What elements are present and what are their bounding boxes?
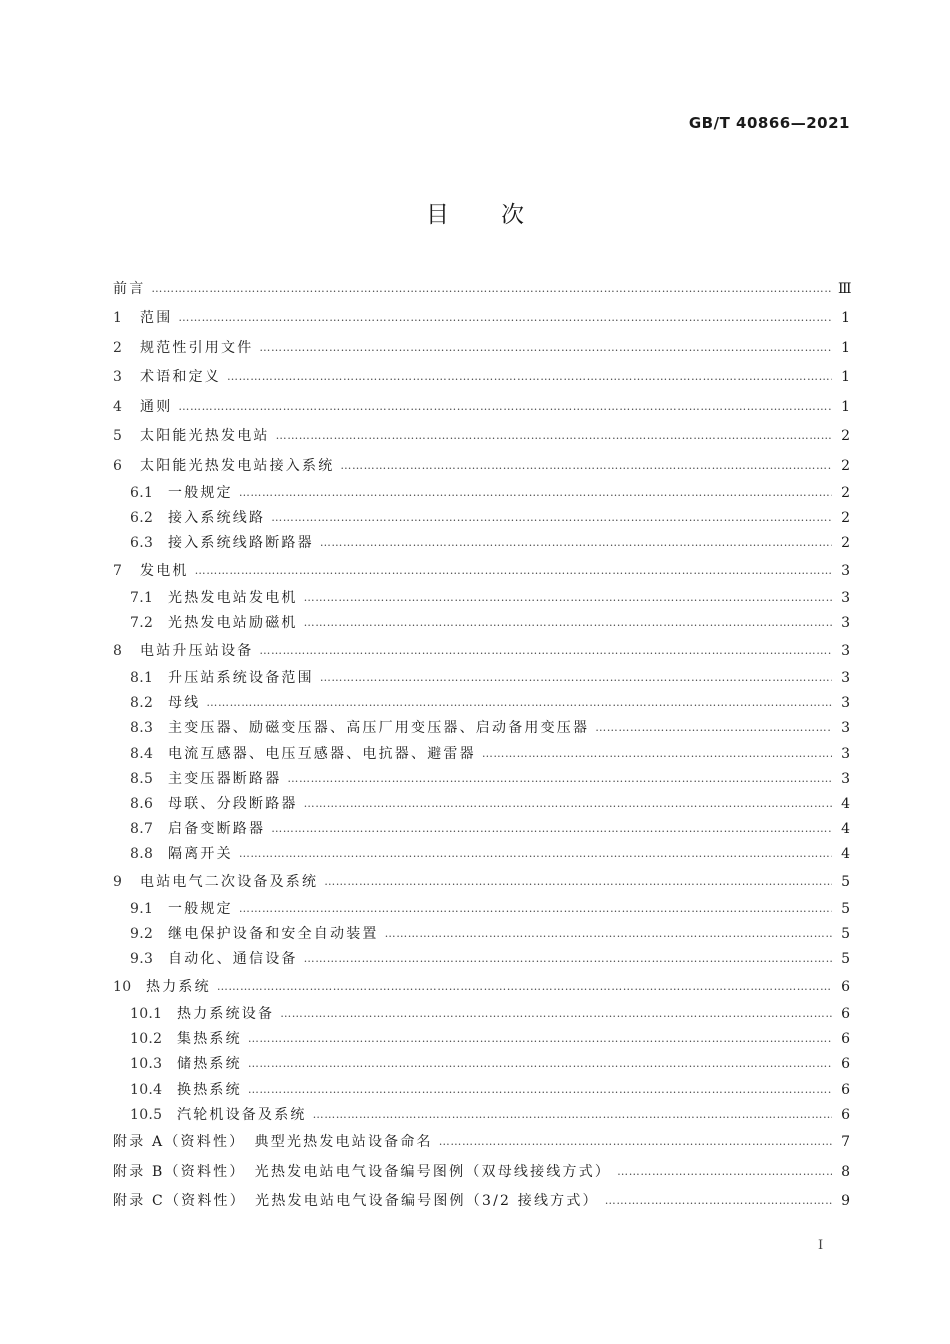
toc-entry-label: 电站升压站设备	[140, 642, 254, 659]
toc-leader-dots	[227, 370, 832, 384]
toc-entry-label: 母线	[168, 695, 201, 712]
toc-entry-number: 7	[113, 562, 123, 579]
toc-entry-label: 光热发电站发电机	[168, 590, 298, 607]
toc-entry-label: 热力系统	[146, 978, 211, 995]
page-footer-number: Ⅰ	[818, 1238, 824, 1253]
toc-entry-number: 4	[113, 398, 123, 415]
toc-entry-label: 发电机	[140, 562, 189, 579]
toc-entry-page: 8	[841, 1163, 850, 1180]
standard-code: GB/T 40866—2021	[688, 114, 850, 132]
toc-entry-number: 9.3	[130, 951, 154, 968]
toc-entry-label: 术语和定义	[140, 369, 221, 386]
toc-entry-label: 主变压器断路器	[168, 770, 282, 787]
toc-leader-dots	[271, 822, 832, 836]
toc-entry-label: 主变压器、励磁变压器、高压厂用变压器、启动备用变压器	[168, 720, 590, 737]
toc-leader-dots	[617, 1165, 832, 1179]
toc-entry-number: 8.7	[130, 821, 154, 838]
toc-entry[interactable]	[113, 691, 850, 716]
toc-leader-dots	[239, 486, 832, 500]
toc-entry-page: 3	[841, 615, 850, 632]
toc-entry-label: 太阳能光热发电站接入系统	[140, 457, 335, 474]
toc-leader-dots	[324, 875, 832, 889]
toc-entry-label: 规范性引用文件	[140, 339, 254, 356]
toc-leader-dots	[287, 772, 832, 786]
toc-leader-dots	[248, 1032, 832, 1046]
toc-entry-label: 附录 C（资料性） 光热发电站电气设备编号图例（3/2 接线方式）	[113, 1193, 599, 1210]
toc-entry[interactable]	[113, 1027, 850, 1052]
toc-entry-number: 10	[113, 978, 132, 995]
toc-leader-dots	[178, 400, 832, 414]
toc-entry-page: 5	[841, 951, 850, 968]
toc-entry-number: 8.6	[130, 795, 154, 812]
toc-entry-page: 1	[841, 369, 850, 386]
toc-leader-dots	[340, 459, 832, 473]
toc-entry-number: 5	[113, 428, 123, 445]
toc-entry-label: 换热系统	[177, 1081, 242, 1098]
toc-entry-label: 启备变断路器	[168, 821, 266, 838]
toc-entry[interactable]	[113, 531, 850, 556]
toc-entry-page: 3	[841, 745, 850, 762]
toc-entry-page: 7	[841, 1134, 850, 1151]
toc-entry-page: 3	[841, 642, 850, 659]
toc-entry-number: 8.2	[130, 695, 154, 712]
toc-entry[interactable]	[113, 1002, 850, 1027]
toc-entry-label: 太阳能光热发电站	[140, 428, 270, 445]
toc-entry[interactable]	[113, 972, 850, 1002]
toc-entry-page: 6	[841, 1006, 850, 1023]
toc-entry[interactable]	[113, 333, 850, 363]
toc-entry-page: 5	[841, 901, 850, 918]
toc-leader-dots	[320, 536, 832, 550]
toc-entry[interactable]	[113, 586, 850, 611]
toc-entry-page: 5	[841, 926, 850, 943]
toc-leader-dots	[385, 927, 832, 941]
toc-entry-number: 8.1	[130, 670, 154, 687]
toc-entry-number: 8.4	[130, 745, 154, 762]
toc-entry[interactable]	[113, 506, 850, 531]
toc-entry-page: 5	[841, 873, 850, 890]
toc-entry[interactable]	[113, 422, 850, 452]
toc-leader-dots	[239, 902, 832, 916]
toc-entry[interactable]	[113, 791, 850, 816]
toc-leader-dots	[248, 1083, 832, 1097]
toc-entry-number: 7.1	[130, 590, 154, 607]
toc-entry-page: 4	[841, 795, 850, 812]
toc-entry-page: 1	[841, 398, 850, 415]
toc-entry[interactable]	[113, 611, 850, 636]
toc-entry-page: 3	[841, 720, 850, 737]
toc-entry-label: 继电保护设备和安全自动装置	[168, 926, 379, 943]
toc-entry-number: 8.3	[130, 720, 154, 737]
toc-entry-label: 附录 B（资料性） 光热发电站电气设备编号图例（双母线接线方式）	[113, 1163, 612, 1180]
toc-entry-number: 9	[113, 873, 123, 890]
toc-entry[interactable]	[113, 741, 850, 766]
toc-entry-label: 接入系统线路断路器	[168, 535, 314, 552]
toc-entry-label: 母联、分段断路器	[168, 795, 298, 812]
toc-entry-page: 6	[841, 1031, 850, 1048]
toc-entry-label: 一般规定	[168, 485, 233, 502]
toc-leader-dots	[304, 591, 832, 605]
toc-entry-label: 通则	[140, 398, 173, 415]
toc-entry[interactable]	[113, 665, 850, 690]
toc-leader-dots	[304, 797, 832, 811]
toc-entry[interactable]	[113, 274, 850, 304]
toc-entry-number: 1	[113, 310, 123, 327]
toc-entry-page: 2	[841, 510, 850, 527]
toc-entry-number: 10.3	[130, 1056, 163, 1073]
toc-entry-label: 范围	[140, 310, 173, 327]
toc-leader-dots	[195, 564, 832, 578]
toc-entry-page: 6	[841, 1081, 850, 1098]
toc-entry-number: 8	[113, 642, 123, 659]
toc-entry-page: 3	[841, 770, 850, 787]
toc-entry-label: 光热发电站励磁机	[168, 615, 298, 632]
toc-entry-label: 电站电气二次设备及系统	[140, 873, 319, 890]
toc-entry-label: 升压站系统设备范围	[168, 670, 314, 687]
toc-leader-dots	[271, 511, 832, 525]
toc-entry-number: 10.5	[130, 1106, 163, 1123]
toc-leader-dots	[217, 980, 832, 994]
toc-entry-number: 10.4	[130, 1081, 163, 1098]
toc-appendix-entry[interactable]	[113, 1127, 850, 1157]
toc-leader-dots	[280, 1007, 832, 1021]
toc-entry-page: 3	[841, 670, 850, 687]
toc-entry-number: 3	[113, 369, 123, 386]
toc-leader-dots	[320, 671, 832, 685]
toc-entry[interactable]	[113, 766, 850, 791]
toc-entry[interactable]	[113, 867, 850, 897]
toc-entry-label: 一般规定	[168, 901, 233, 918]
toc-entry-label: 前言	[113, 280, 146, 297]
toc-entry[interactable]	[113, 481, 850, 506]
toc-entry-number: 9.2	[130, 926, 154, 943]
toc-entry-number: 6.3	[130, 535, 154, 552]
toc-leader-dots	[178, 311, 832, 325]
toc-entry-label: 自动化、通信设备	[168, 951, 298, 968]
toc-entry[interactable]	[113, 451, 850, 481]
toc-entry[interactable]	[113, 392, 850, 422]
toc-leader-dots	[482, 747, 832, 761]
toc-entry-page: 2	[841, 485, 850, 502]
toc-entry-page: 4	[841, 821, 850, 838]
toc-entry[interactable]	[113, 817, 850, 842]
toc-entry-number: 9.1	[130, 901, 154, 918]
toc-entry-page: 6	[841, 1106, 850, 1123]
toc-entry-page: 3	[841, 562, 850, 579]
toc-leader-dots	[313, 1108, 832, 1122]
toc-entry[interactable]	[113, 842, 850, 867]
toc-entry-page: Ⅲ	[838, 280, 852, 297]
toc-leader-dots	[259, 341, 832, 355]
toc-leader-dots	[605, 1194, 832, 1208]
toc-entry-number: 10.2	[130, 1031, 163, 1048]
toc-entry-label: 储热系统	[177, 1056, 242, 1073]
toc-leader-dots	[304, 952, 832, 966]
toc-entry-label: 汽轮机设备及系统	[177, 1106, 307, 1123]
toc-entry[interactable]	[113, 1052, 850, 1077]
toc-entry[interactable]	[113, 304, 850, 334]
toc-entry-page: 3	[841, 695, 850, 712]
toc-entry-label: 热力系统设备	[177, 1006, 275, 1023]
toc-entry[interactable]	[113, 1102, 850, 1127]
toc-entry-label: 接入系统线路	[168, 510, 266, 527]
toc-entry[interactable]	[113, 556, 850, 586]
toc-entry[interactable]	[113, 922, 850, 947]
toc-entry-number: 6.2	[130, 510, 154, 527]
toc-leader-dots	[206, 696, 832, 710]
toc-entry-number: 6	[113, 457, 123, 474]
toc-leader-dots	[151, 282, 832, 296]
toc-entry[interactable]	[113, 636, 850, 666]
toc-entry-page: 2	[841, 535, 850, 552]
toc-entry[interactable]	[113, 947, 850, 972]
toc-leader-dots	[595, 721, 832, 735]
toc-leader-dots	[239, 847, 832, 861]
toc-leader-dots	[259, 644, 832, 658]
toc-entry-number: 6.1	[130, 485, 154, 502]
page-title: 目次	[426, 202, 576, 228]
toc-entry-number: 8.5	[130, 770, 154, 787]
toc-entry[interactable]	[113, 363, 850, 393]
table-of-contents	[113, 274, 850, 1216]
toc-entry-page: 9	[841, 1193, 850, 1210]
toc-entry-number: 7.2	[130, 615, 154, 632]
toc-entry-page: 6	[841, 1056, 850, 1073]
toc-entry-number: 8.8	[130, 846, 154, 863]
toc-entry-number: 2	[113, 339, 123, 356]
toc-leader-dots	[248, 1057, 832, 1071]
toc-entry-number: 10.1	[130, 1006, 163, 1023]
toc-entry-label: 隔离开关	[168, 846, 233, 863]
toc-leader-dots	[304, 616, 832, 630]
toc-entry-page: 3	[841, 590, 850, 607]
toc-entry-page: 1	[841, 339, 850, 356]
toc-appendix-entry[interactable]	[113, 1157, 850, 1187]
toc-entry-page: 6	[841, 978, 850, 995]
toc-entry-page: 1	[841, 310, 850, 327]
toc-appendix-entry[interactable]	[113, 1186, 850, 1216]
toc-leader-dots	[276, 429, 832, 443]
toc-entry-label: 集热系统	[177, 1031, 242, 1048]
toc-entry-page: 2	[841, 428, 850, 445]
toc-leader-dots	[439, 1135, 832, 1149]
toc-entry[interactable]	[113, 1077, 850, 1102]
toc-entry-label: 电流互感器、电压互感器、电抗器、避雷器	[168, 745, 476, 762]
toc-entry[interactable]	[113, 896, 850, 921]
toc-entry-page: 4	[841, 846, 850, 863]
toc-entry[interactable]	[113, 716, 850, 741]
toc-entry-label: 附录 A（资料性） 典型光热发电站设备命名	[113, 1134, 433, 1151]
toc-entry-page: 2	[841, 457, 850, 474]
